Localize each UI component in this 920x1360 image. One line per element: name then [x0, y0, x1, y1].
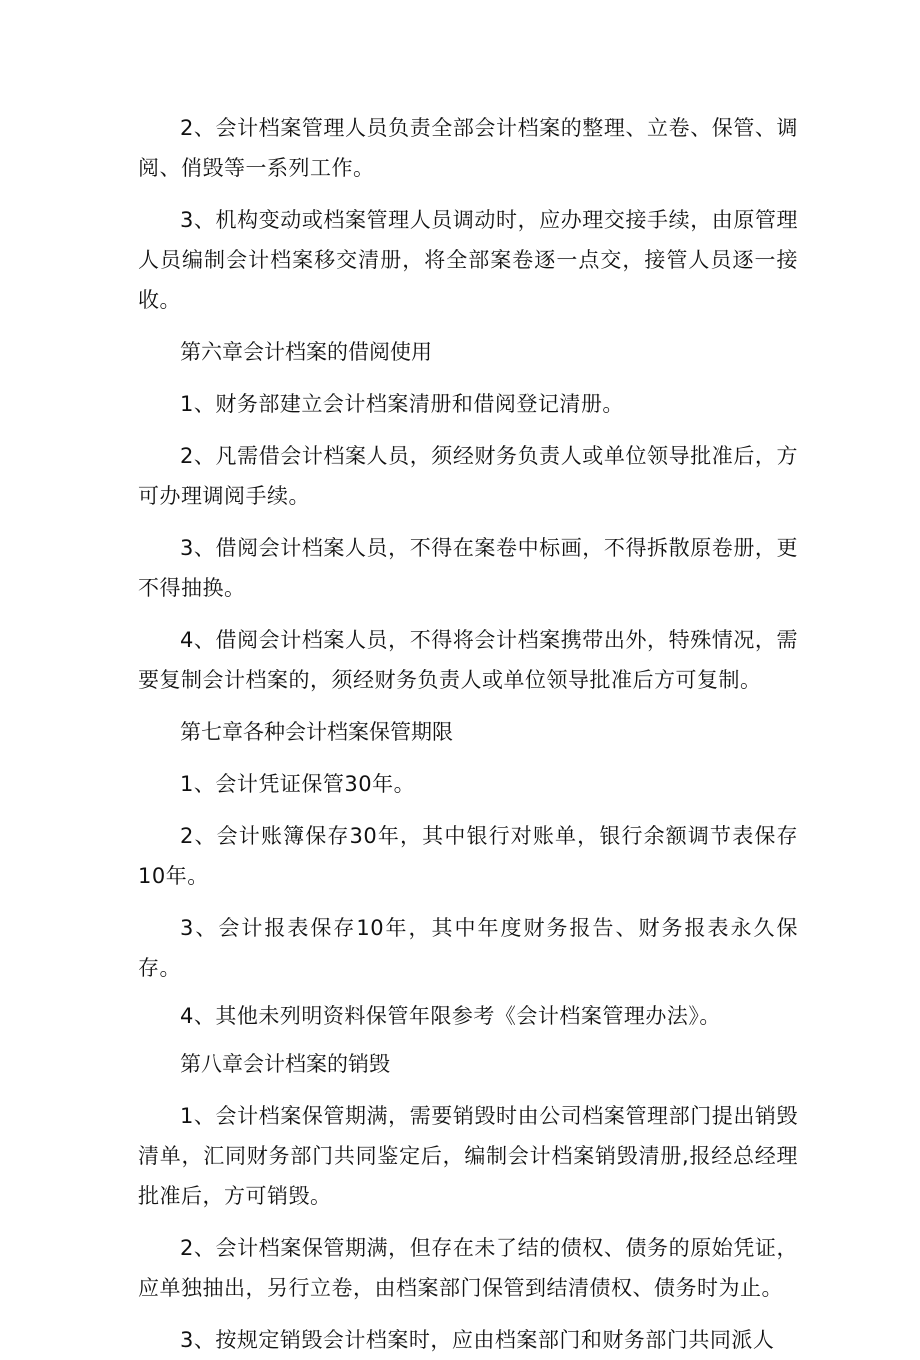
paragraph-11: 1、会计档案保管期满，需要销毁时由公司档案管理部门提出销毁清单，汇同财务部门共同鉴定后，编制会计档案销毁清册,报经总经理批准后，方可销毁。	[138, 1104, 798, 1208]
paragraph-13: 3、按规定销毁会计档案时，应由档案部门和财务部门共同派人	[180, 1328, 775, 1352]
paragraph-1: 2、会计档案管理人员负责全部会计档案的整理、立卷、保管、调阅、俏毁等一系列工作。	[138, 116, 798, 180]
paragraph-2: 3、机构变动或档案管理人员调动时，应办理交接手续，由原管理人员编制会计档案移交清册，将全部案卷逐一点交，接管人员逐一接收。	[138, 208, 798, 312]
paragraph-9: 3、会计报表保存10年，其中年度财务报告、财务报表永久保存。	[138, 916, 798, 980]
paragraph-10: 4、其他未列明资料保管年限参考《会计档案管理办法》。	[180, 1004, 721, 1028]
paragraph-7: 1、会计凭证保管30年。	[180, 772, 416, 796]
paragraph-4: 2、凡需借会计档案人员，须经财务负责人或单位领导批准后，方可办理调阅手续。	[138, 444, 798, 508]
chapter-8-heading: 第八章会计档案的销毁	[180, 1052, 390, 1076]
document-page	[138, 108, 798, 1360]
paragraph-8: 2、会计账簿保存30年，其中银行对账单，银行余额调节表保存10年。	[138, 824, 798, 888]
chapter-7-heading: 第七章各种会计档案保管期限	[180, 720, 453, 744]
paragraph-6: 4、借阅会计档案人员，不得将会计档案携带出外，特殊情况，需要复制会计档案的，须经财务负责人或单位领导批准后方可复制。	[138, 628, 798, 692]
chapter-6-heading: 第六章会计档案的借阅使用	[180, 340, 432, 364]
paragraph-5: 3、借阅会计档案人员，不得在案卷中标画，不得拆散原卷册，更不得抽换。	[138, 536, 798, 600]
paragraph-3: 1、财务部建立会计档案清册和借阅登记清册。	[180, 392, 624, 416]
paragraph-12: 2、会计档案保管期满，但存在未了结的债权、债务的原始凭证，应单独抽出，另行立卷，由档案部门保管到结清债权、债务时为止。	[138, 1236, 798, 1300]
